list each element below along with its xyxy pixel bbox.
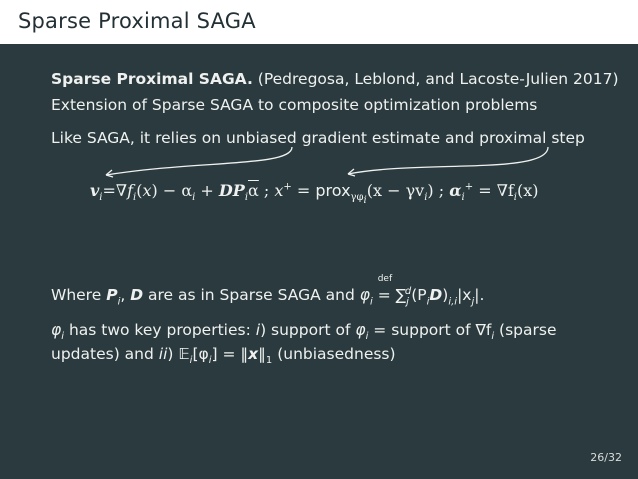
- page-number: 26/32: [590, 451, 622, 464]
- prox-arrow: [348, 147, 548, 174]
- intro-heading: Sparse Proximal SAGA.: [51, 70, 253, 88]
- line3-prefix: Like SAGA, it relies on unbiased: [51, 129, 297, 147]
- slide-title: Sparse Proximal SAGA: [18, 9, 256, 33]
- intro-citation: (Pedregosa, Leblond, and Lacoste-Julien 2017): [257, 70, 619, 88]
- update-equation: $v_i=\nabla f_i(x) - \alpha_i + DP_i\overline{\alpha}$ ; x+ = prox$_{\gamma\varphi_i}$(x − $\gamma v_i$) ; $\alpha_i^+ = \nabla f_i(x)$: [90, 181, 539, 207]
- definition-line: Where $P_i$, D are as in Sparse SAGA and $\varphi_i$ = def $\sum_j^d(P_iD)_{i,i}|x_j|$.: [51, 274, 485, 308]
- intro-line-2: Extension of Sparse SAGA to composite optimization problems: [51, 96, 538, 114]
- line3-suffix: step: [551, 129, 585, 147]
- line3-mid: gradient estimate and proximal: [301, 129, 547, 147]
- properties-line-1: $\varphi_i$ has two key properties: i) support of $\varphi_i$ = support of $\nabla f_i$ (sparse: [51, 321, 557, 343]
- properties-line-2: updates) and ii) $𝔼_i[\varphi_i]$ = $‖x‖_1$ (unbiasedness): [51, 345, 396, 367]
- gradient-arrow: [106, 147, 292, 175]
